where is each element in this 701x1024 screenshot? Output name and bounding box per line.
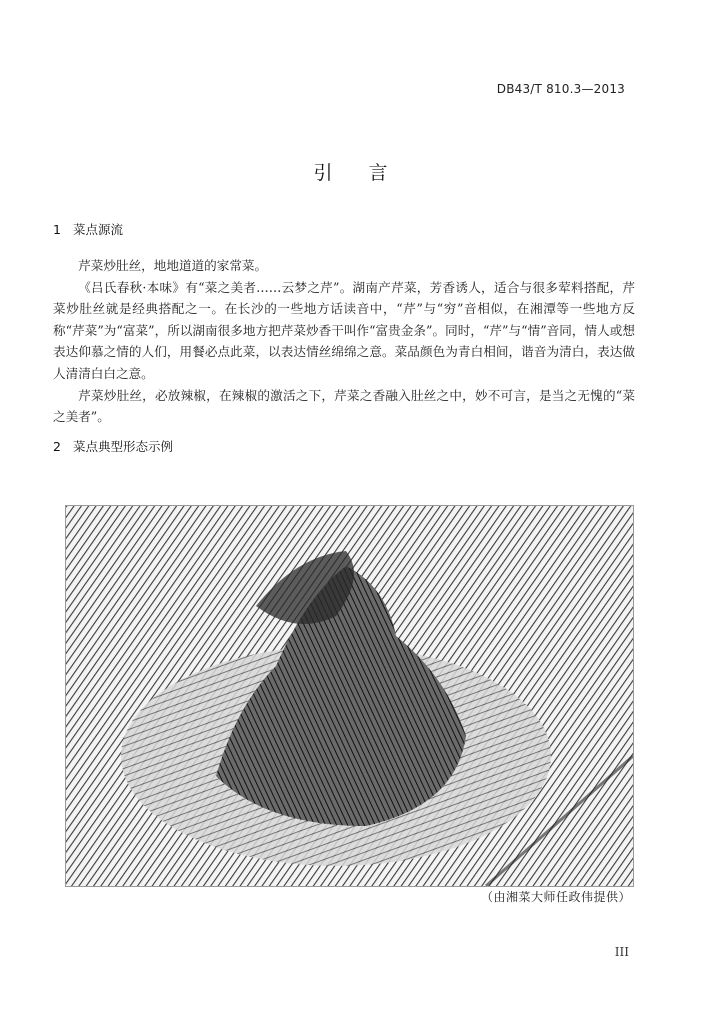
dish-photo <box>65 505 634 887</box>
photo-caption: （由湘菜大师任政伟提供） <box>480 890 631 904</box>
page-number: III <box>614 945 629 959</box>
section-2-number: 2 <box>53 439 61 454</box>
paragraph-1: 芹菜炒肚丝，地地道道的家常菜。 <box>78 258 268 273</box>
paragraph-2: 《吕氏春秋·本味》有“菜之美者……云梦之芹”。湖南产芹菜，芳香诱人，适合与很多荤料搭配，芹菜炒肚丝就是经典搭配之一。在长沙的一些地方话读音中，“芹”与“穷”音相似，在湘潭等一些地方反称“芹菜”为“富菜”，所以湖南很多地方把芹菜炒香干叫作“富贵金条”。同时，“芹”与“情”音同，情人或想表达仰慕之情的人们，用餐必点此菜，以表达情丝绵绵之意。菜品颜色为青白相间，谐音为清白，表达做人清清白白之意。 <box>53 279 635 381</box>
section-1-heading <box>53 220 123 238</box>
section-2-heading <box>53 437 173 455</box>
page-title: 引言 <box>313 162 424 184</box>
section-1-number: 1 <box>53 222 61 237</box>
dish-photo-icon <box>66 506 633 886</box>
section-2-title: 菜点典型形态示例 <box>73 439 174 454</box>
section-1-title: 菜点源流 <box>73 222 124 237</box>
section-1-body <box>53 255 635 428</box>
paragraph-3: 芹菜炒肚丝，必放辣椒，在辣椒的激活之下，芹菜之香融入肚丝之中，妙不可言，是当之无愧的“菜之美者”。 <box>53 387 635 425</box>
standard-code: DB43/T 810.3—2013 <box>496 82 625 96</box>
